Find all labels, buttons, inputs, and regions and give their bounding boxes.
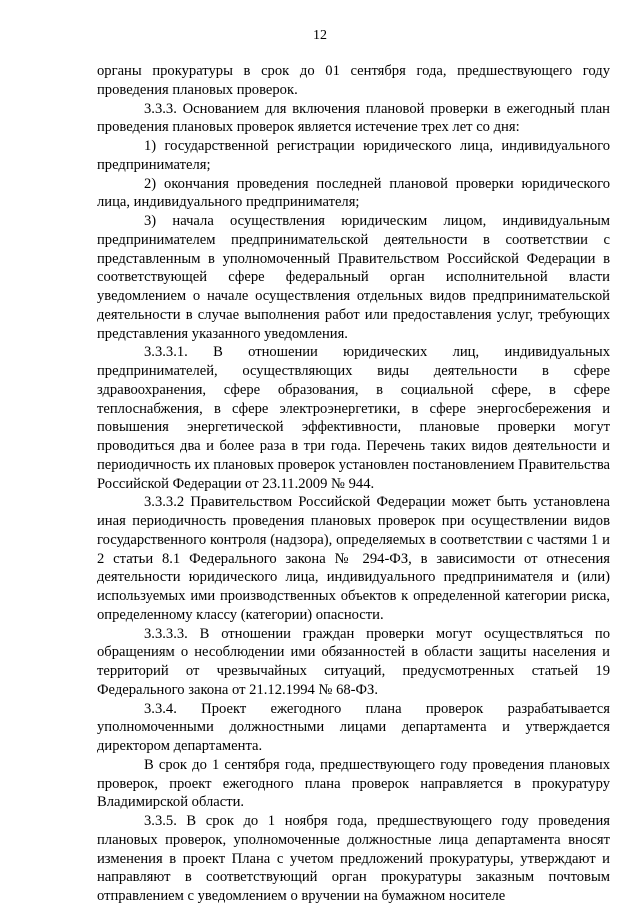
list-item: 2) окончания проведения последней плановой проверки юридического лица, индивидуального предпринимателя;: [97, 175, 610, 211]
page-number: 12: [313, 28, 327, 43]
paragraph: органы прокуратуры в срок до 01 сентября года, предшествующего году проведения плановых проверок.: [97, 63, 610, 98]
paragraph: 3.3.3.1. В отношении юридических лиц, индивидуальных предпринимателей, осуществляющих виды деятельности в сфере здравоохранения, сфере образования, в социальной сфере, в сфере теплоснабжения, в сфере электроэнергетики, в сфере энергосбережения и повышения энергетической эффективности, плановые проверки могут проводиться два и более раза в три года. Перечень таких видов деятельности и периодичность их плановых проверок установлен постановлением Правительства Российской Федерации от 23.11.2009 № 944.: [97, 344, 610, 492]
paragraph: В срок до 1 сентября года, предшествующего году проведения плановых проверок, проект ежегодного плана проверок направляется в прокуратуру Владимирской области.: [97, 756, 610, 811]
paragraph: 3.3.5. В срок до 1 ноября года, предшествующего году проведения плановых проверок, уполномоченные должностные лица департамента вносят изменения в проект Плана с учетом предложений прокуратуры, утверждают и направляют в соответствующий орган прокуратуры заказным почтовым отправлением с уведомлением о вручении на бумажном носителе: [97, 813, 610, 904]
list-item: 1) государственной регистрации юридического лица, индивидуального предпринимателя;: [97, 138, 610, 173]
document-body: [97, 62, 610, 906]
paragraph: 3.3.3.3. В отношении граждан проверки могут осуществляться по обращениям о несоблюдении ими обязанностей в области защиты населения и территорий от чрезвычайных ситуаций, предусмотренных статьей 19 Федерального закона от 21.12.1994 № 68-ФЗ.: [97, 625, 610, 698]
paragraph: 3.3.3.2 Правительством Российской Федерации может быть установлена иная периодичность проведения плановых проверок при осуществлении видов государственного контроля (надзора), определяемых в соответствии с частями 1 и 2 статьи 8.1 Федерального закона № 294-ФЗ, в зависимости от отнесения деятельности юридического лица, индивидуального предпринимателя и (или) используемых ими производственных объектов к определенной категории риска, определенному классу (категории) опасности.: [97, 494, 610, 623]
list-item: 3) начала осуществления юридическим лицом, индивидуальным предпринимателем предпринимательской деятельности в соответствии с представленным в уполномоченный Правительством Российской Федерации в соответствующей сфере федеральный орган исполнительной власти уведомлением о начале осуществления отдельных видов предпринимательской деятельности в случае выполнения работ или предоставления услуг, требующих представления указанного уведомления.: [97, 213, 610, 342]
paragraph: 3.3.3. Основанием для включения плановой проверки в ежегодный план проведения плановых проверок является истечение трех лет со дня:: [97, 100, 610, 136]
paragraph: 3.3.4. Проект ежегодного плана проверок разрабатывается уполномоченными должностными лицами департамента и утверждается директором департамента.: [97, 700, 610, 754]
